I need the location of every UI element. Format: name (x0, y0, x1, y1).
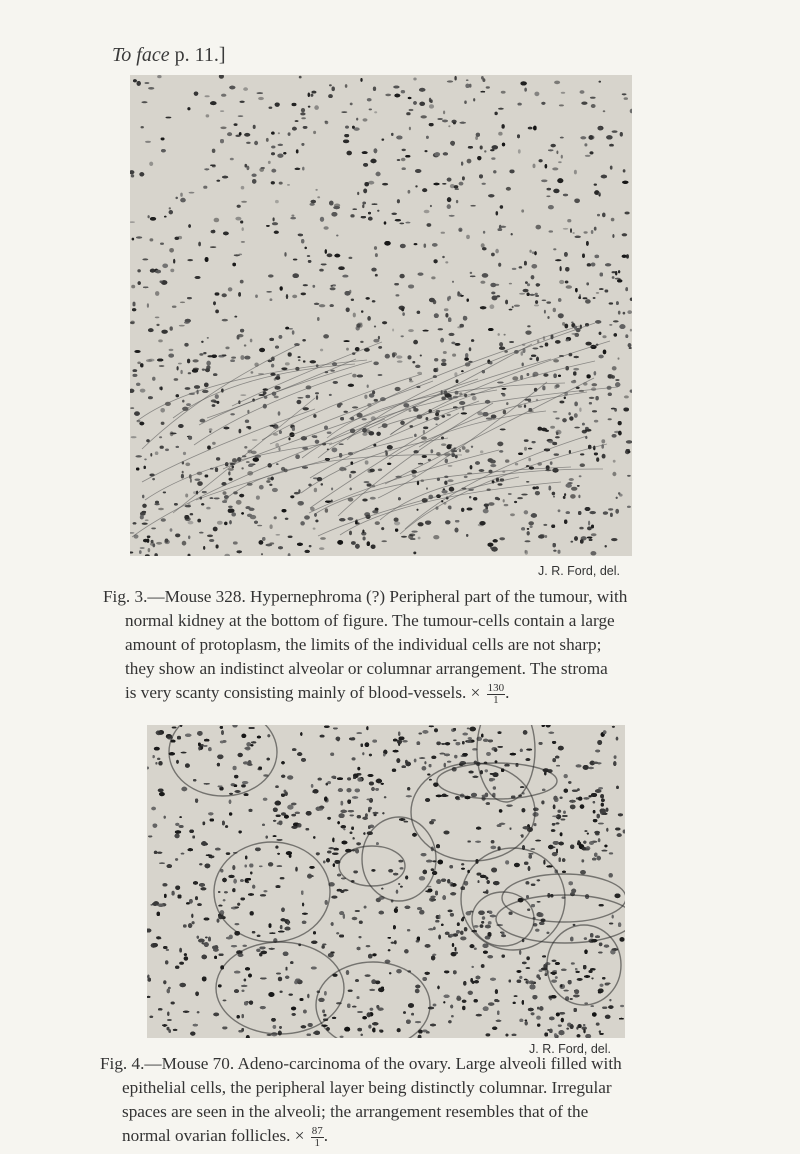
figure-4-caption-line: epithelial cells, the peripheral layer being distinctly columnar. Irregular (122, 1078, 612, 1097)
header-suffix: p. 11.] (174, 44, 226, 66)
figure-4-illustration (147, 725, 625, 1038)
figure-3-caption-text: is very scanty consisting mainly of blood-vessels. × (125, 683, 481, 702)
figure-3-caption-line: Fig. 3.—Mouse 328. Hypernephroma (?) Peripheral part of the tumour, with (103, 587, 628, 606)
figure-4-caption-line-last (100, 1124, 665, 1149)
figure-4-mag-end: . (323, 1126, 329, 1145)
figure-3-caption-line: normal kidney at the bottom of figure. The tumour-cells contain a large (125, 611, 615, 630)
figure-4-caption-line: spaces are seen in the alveoli; the arrangement resembles that of the (122, 1102, 589, 1121)
figure-4-mag-denominator: 1 (314, 1136, 321, 1149)
figure-3-mag-numerator: 130 (487, 681, 505, 694)
figure-3-credit: J. R. Ford, del. (538, 564, 620, 578)
plate-background (147, 725, 625, 1038)
figure-4-mag-numerator: 87 (311, 1124, 323, 1137)
page-header (112, 44, 226, 67)
figure-3-magnification (487, 683, 506, 706)
figure-3-mag-denominator: 1 (493, 693, 499, 706)
figure-3-caption-line: amount of protoplasm, the limits of the individual cells are not sharp; (125, 635, 602, 654)
figure-4-drawing (147, 725, 625, 1038)
figure-3-caption-line-last (103, 681, 663, 706)
figure-4-credit: J. R. Ford, del. (529, 1042, 611, 1056)
header-prefix: To face (112, 44, 170, 66)
figure-3-drawing (130, 75, 632, 556)
figure-3-caption (103, 585, 663, 706)
figure-4-magnification (311, 1126, 324, 1149)
figure-4-caption-line: Fig. 4.—Mouse 70. Adeno-carcinoma of the ovary. Large alveoli filled with (100, 1054, 622, 1073)
figure-3-caption-line: they show an indistinct alveolar or columnar arrangement. The stroma (125, 659, 608, 678)
figure-4-caption (100, 1052, 665, 1149)
figure-4-caption-text: normal ovarian follicles. × (122, 1126, 305, 1145)
figure-3-mag-end: . (505, 683, 510, 702)
figure-3-illustration (130, 75, 632, 556)
